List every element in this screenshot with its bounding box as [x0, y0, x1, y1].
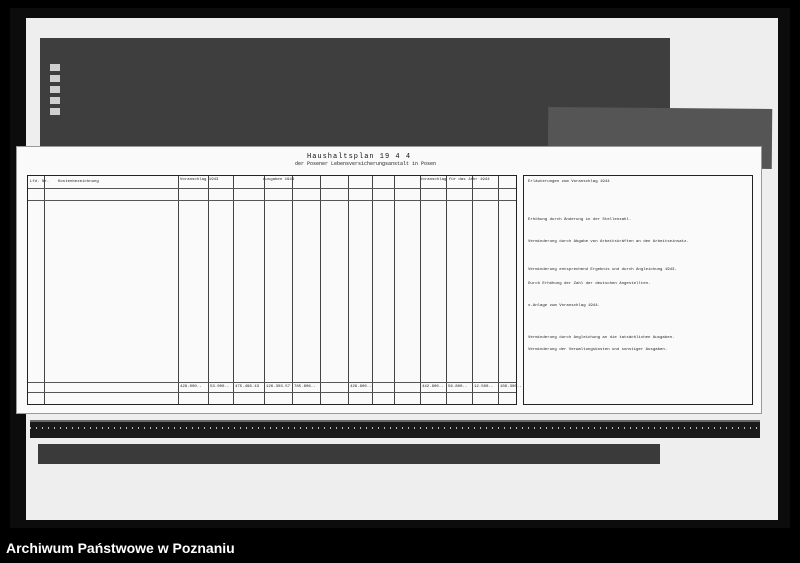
ruler: [30, 420, 760, 438]
total-9: 12.500.-: [474, 385, 494, 389]
total-1: 429.000.-: [180, 385, 202, 389]
archive-caption: Archiwum Państwowe w Poznaniu: [6, 540, 235, 556]
note-6: Verminderung durch Angleichung an die tatsächlichen Ausgaben.: [528, 336, 675, 340]
header-voranschlag-1944: Voranschlag für das Jahr 1944: [420, 178, 490, 182]
film-perforations: [40, 60, 70, 140]
total-10: 109.300.-: [500, 385, 522, 389]
header-voranschlag-1943: Voranschlag 1943: [180, 178, 219, 182]
note-2: Verminderung durch Abgabe von Arbeitskräften an den Arbeitseinsatz.: [528, 240, 689, 244]
document-subtitle: der Posener Lebensversicherungsanstalt in Posen: [295, 161, 437, 167]
ruler-shadow: [38, 444, 660, 464]
header-nr: Lfd. Nr.: [30, 180, 50, 184]
total-5: 785.806.-: [294, 385, 316, 389]
note-1: Erhöhung durch Änderung in der Stellenzahl.: [528, 218, 632, 222]
total-8: 56.800.-: [448, 385, 468, 389]
total-2: 53.000.-: [210, 385, 230, 389]
total-3: 475.496.43: [235, 385, 260, 389]
note-4: Durch Erhöhung der Zahl der deutschen Angestellten.: [528, 282, 651, 286]
ruler-ticks: [30, 427, 760, 429]
total-6: 426.800.-: [350, 385, 372, 389]
budget-document: [16, 146, 762, 414]
notes-header: Erläuterungen zum Voranschlag 1944: [528, 180, 610, 184]
total-7: 442.800.-: [422, 385, 444, 389]
note-3: Verminderung entsprechend Ergebnis und durch Angleichung 1943.: [528, 268, 677, 272]
note-7: Verminderung der Verwaltungskosten und sonstiger Ausgaben.: [528, 348, 668, 352]
header-kosten: Kostenbezeichnung: [58, 180, 99, 184]
budget-table: [27, 175, 522, 405]
total-4: 126.303.57: [266, 385, 291, 389]
document-title: Haushaltsplan 19 4 4: [307, 153, 412, 161]
notes-column: [523, 175, 753, 405]
note-5: s.Anlage zum Voranschlag 1944.: [528, 304, 601, 308]
header-ausgaben-1943: Ausgaben 1943: [263, 178, 295, 182]
